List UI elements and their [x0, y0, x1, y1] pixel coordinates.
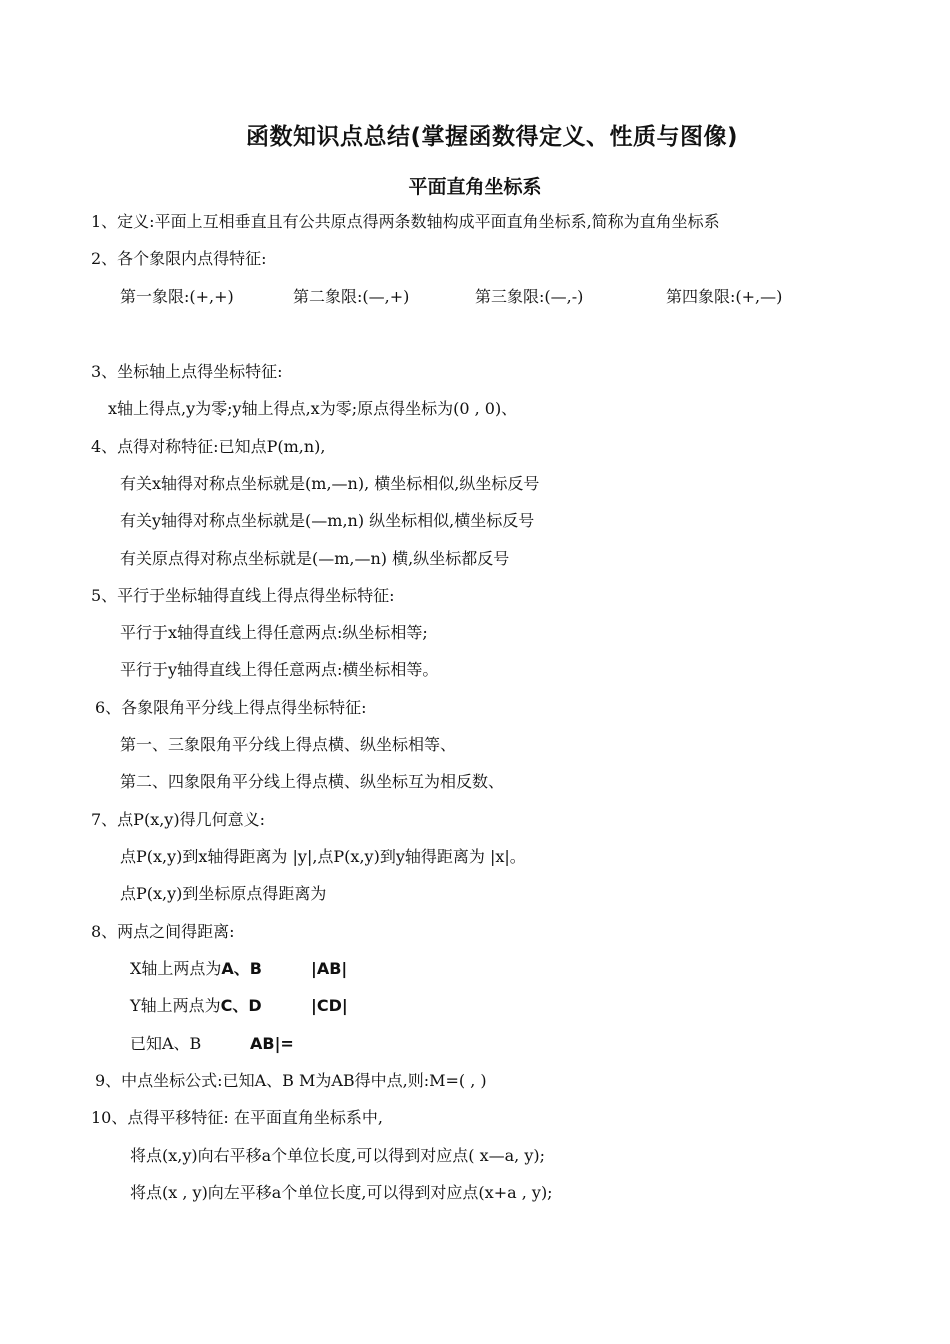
item-8-x-distance: |AB|	[311, 959, 348, 978]
item-8-x-prefix: X轴上两点为	[130, 959, 222, 978]
item-7-b: 点P(x,y)到坐标原点得距离为	[120, 884, 327, 903]
item-8-y-distance: |CD|	[311, 996, 348, 1015]
item-8-known-prefix: 已知A、B	[130, 1034, 202, 1053]
quadrant-2: 第二象限:(—,+)	[293, 287, 410, 306]
item-6-heading: 6、各象限角平分线上得点得坐标特征:	[95, 698, 367, 717]
item-6-b: 第二、四象限角平分线上得点横、纵坐标互为相反数、	[120, 772, 505, 791]
item-8-known-row	[130, 1033, 294, 1055]
quadrant-3: 第三象限:(—,-)	[475, 287, 584, 306]
item-1-definition: 1、定义:平面上互相垂直且有公共原点得两条数轴构成平面直角坐标系,简称为直角坐标系	[91, 212, 720, 231]
item-4-x-axis: 有关x轴得对称点坐标就是(m,—n), 横坐标相似,纵坐标反号	[120, 474, 540, 493]
item-3-body: x轴上得点,y为零;y轴上得点,x为零;原点得坐标为(0 , 0)、	[108, 399, 518, 418]
item-4-y-axis: 有关y轴得对称点坐标就是(—m,n) 纵坐标相似,横坐标反号	[120, 511, 535, 530]
item-10-right: 将点(x,y)向右平移a个单位长度,可以得到对应点( x—a, y);	[130, 1146, 545, 1165]
item-10-heading: 10、点得平移特征: 在平面直角坐标系中,	[91, 1108, 383, 1127]
item-10-left: 将点(x , y)向左平移a个单位长度,可以得到对应点(x+a , y);	[130, 1183, 553, 1202]
quadrant-1: 第一象限:(+,+)	[120, 287, 234, 306]
item-3-heading: 3、坐标轴上点得坐标特征:	[91, 362, 283, 381]
item-7-a: 点P(x,y)到x轴得距离为 |y|,点P(x,y)到y轴得距离为 |x|。	[120, 847, 526, 866]
section-heading: 平面直角坐标系	[408, 176, 542, 198]
item-5-heading: 5、平行于坐标轴得直线上得点得坐标特征:	[91, 586, 395, 605]
item-5-x: 平行于x轴得直线上得任意两点:纵坐标相等;	[120, 623, 428, 642]
item-2-heading: 2、各个象限内点得特征:	[91, 249, 267, 268]
item-8-y-row	[130, 995, 348, 1017]
item-5-y: 平行于y轴得直线上得任意两点:横坐标相等。	[120, 660, 439, 679]
item-8-x-row	[130, 958, 348, 980]
quadrant-4: 第四象限:(+,—)	[666, 287, 783, 306]
item-6-a: 第一、三象限角平分线上得点横、纵坐标相等、	[120, 735, 457, 754]
item-4-heading: 4、点得对称特征:已知点P(m,n),	[91, 437, 326, 456]
item-8-y-prefix: Y轴上两点为	[130, 996, 221, 1015]
item-8-known-distance: AB|=	[250, 1034, 294, 1053]
item-9-midpoint: 9、中点坐标公式:已知A、B M为AB得中点,则:M=( , )	[95, 1071, 487, 1090]
item-8-heading: 8、两点之间得距离:	[91, 922, 235, 941]
item-7-heading: 7、点P(x,y)得几何意义:	[91, 810, 265, 829]
item-8-x-points: A、B	[221, 959, 262, 978]
item-4-origin: 有关原点得对称点坐标就是(—m,—n) 横,纵坐标都反号	[120, 549, 510, 568]
item-8-y-points: C、D	[220, 996, 262, 1015]
document-title: 函数知识点总结(掌握函数得定义、性质与图像)	[246, 124, 739, 150]
quadrant-row	[120, 286, 783, 308]
